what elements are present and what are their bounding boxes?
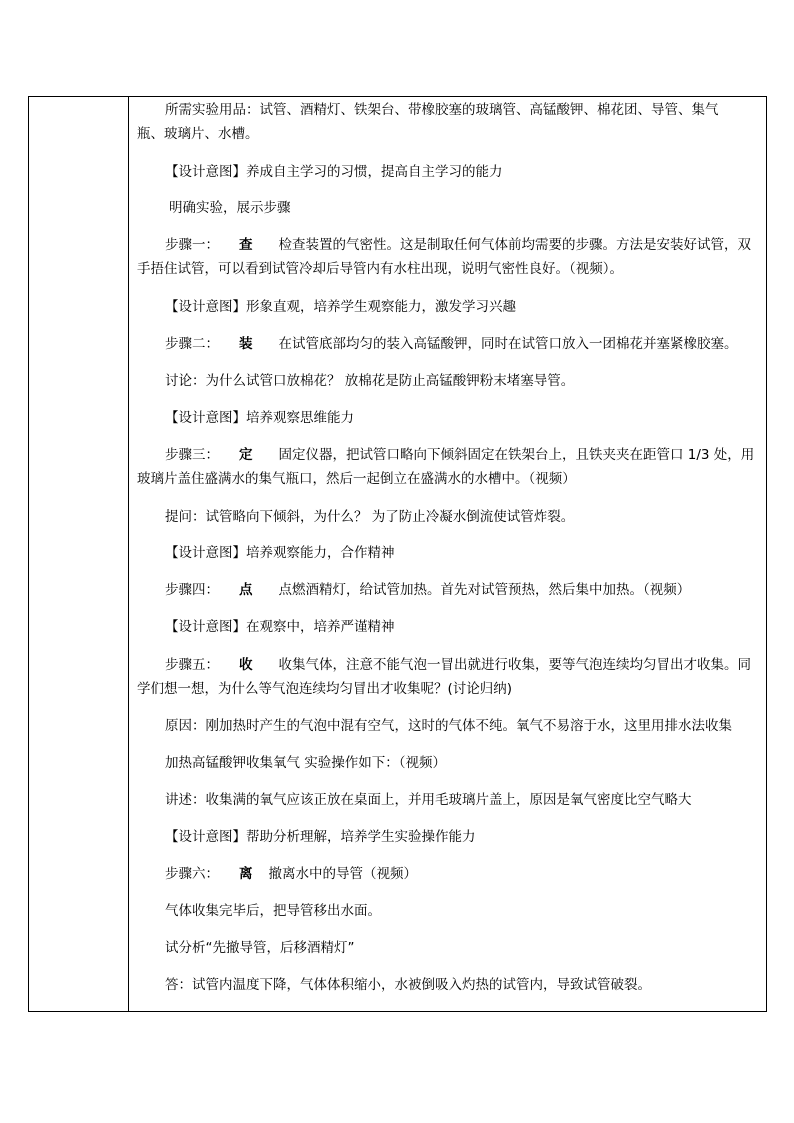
step5-key: 收 bbox=[239, 657, 253, 673]
content-cell bbox=[129, 97, 766, 1011]
step6-label: 步骤六： bbox=[165, 866, 219, 882]
step1-text-a: 检查装置的气密性。这是制取任何气体前均需要的步骤。方法是安装好试管，双 bbox=[278, 237, 751, 253]
after-collection: 气体收集完毕后，把导管移出水面。 bbox=[165, 903, 381, 919]
step5-text-a: 收集气体，注意不能气泡一冒出就进行收集，要等气泡连续均匀冒出才收集。同 bbox=[278, 657, 751, 673]
step5-line-2: 学们想一想，为什么等气泡连续均匀冒出才收集呢？(讨论归纳) bbox=[137, 681, 513, 697]
step4-key: 点 bbox=[239, 582, 253, 598]
step1-label: 步骤一： bbox=[165, 237, 219, 253]
design-intent-3: 【设计意图】培养观察思维能力 bbox=[165, 410, 354, 426]
question: 提问：试管略向下倾斜，为什么？ 为了防止冷凝水倒流使试管炸裂。 bbox=[165, 509, 575, 525]
materials-line-1: 所需实验用品：试管、酒精灯、铁架台、带橡胶塞的玻璃管、高锰酸钾、棉花团、导管、集气 bbox=[165, 102, 719, 118]
clarify-heading: 明确实验，展示步骤 bbox=[169, 200, 291, 216]
step1-line-2: 手捂住试管，可以看到试管冷却后导管内有水柱出现，说明气密性良好。（视频）。 bbox=[137, 261, 623, 277]
design-intent-4: 【设计意图】培养观察能力，合作精神 bbox=[165, 545, 395, 561]
step5-label: 步骤五： bbox=[165, 657, 219, 673]
step3-key: 定 bbox=[239, 447, 253, 463]
design-intent-1: 【设计意图】养成自主学习的习惯，提高自主学习的能力 bbox=[165, 164, 503, 180]
design-intent-2: 【设计意图】形象直观，培养学生观察能力，激发学习兴趣 bbox=[165, 299, 516, 315]
step3-line-2: 玻璃片盖住盛满水的集气瓶口，然后一起倒立在盛满水的水槽中。（视频） bbox=[137, 471, 576, 487]
step3-text-a: 固定仪器，把试管口略向下倾斜固定在铁架台上，且铁夹夹在距管口 1/3 处，用 bbox=[278, 447, 755, 463]
step4-line bbox=[165, 578, 758, 602]
answer: 答：试管内温度下降，气体体积缩小，水被倒吸入灼热的试管内，导致试管破裂。 bbox=[165, 977, 651, 993]
step2-key: 装 bbox=[239, 336, 253, 352]
lesson-table bbox=[28, 96, 767, 1012]
step1-key: 查 bbox=[239, 237, 253, 253]
analysis-prompt: 试分析“先撤导管，后移酒精灯” bbox=[165, 940, 355, 956]
design-intent-5: 【设计意图】在观察中，培养严谨精神 bbox=[165, 619, 395, 635]
step6-line bbox=[165, 862, 758, 886]
step2-line bbox=[165, 332, 758, 356]
step6-text: 撤离水中的导管（视频） bbox=[268, 866, 417, 882]
discussion: 讨论：为什么试管口放棉花？ 放棉花是防止高锰酸钾粉末堵塞导管。 bbox=[165, 373, 575, 389]
design-intent-6: 【设计意图】帮助分析理解，培养学生实验操作能力 bbox=[165, 829, 476, 845]
step6-key: 离 bbox=[239, 866, 253, 882]
step3-label: 步骤三： bbox=[165, 447, 219, 463]
operation: 加热高锰酸钾收集氧气 实验操作如下：（视频） bbox=[165, 755, 447, 771]
left-column-cell bbox=[29, 97, 129, 1011]
materials-line-2: 瓶、玻璃片、水槽。 bbox=[137, 126, 259, 142]
step4-label: 步骤四： bbox=[165, 582, 219, 598]
reason: 原因：刚加热时产生的气泡中混有空气，这时的气体不纯。氧气不易溶于水，这里用排水法收集 bbox=[165, 718, 732, 734]
step4-text: 点燃酒精灯，给试管加热。首先对试管预热，然后集中加热。（视频） bbox=[278, 582, 691, 598]
step2-label: 步骤二： bbox=[165, 336, 219, 352]
explanation: 讲述：收集满的氧气应该正放在桌面上，并用毛玻璃片盖上，原因是氧气密度比空气略大 bbox=[165, 792, 692, 808]
step2-text: 在试管底部均匀的装入高锰酸钾，同时在试管口放入一团棉花并塞紧橡胶塞。 bbox=[278, 336, 738, 352]
step5-line-1 bbox=[165, 653, 758, 677]
step3-line-1 bbox=[165, 443, 758, 467]
step1-line-1 bbox=[165, 233, 758, 257]
